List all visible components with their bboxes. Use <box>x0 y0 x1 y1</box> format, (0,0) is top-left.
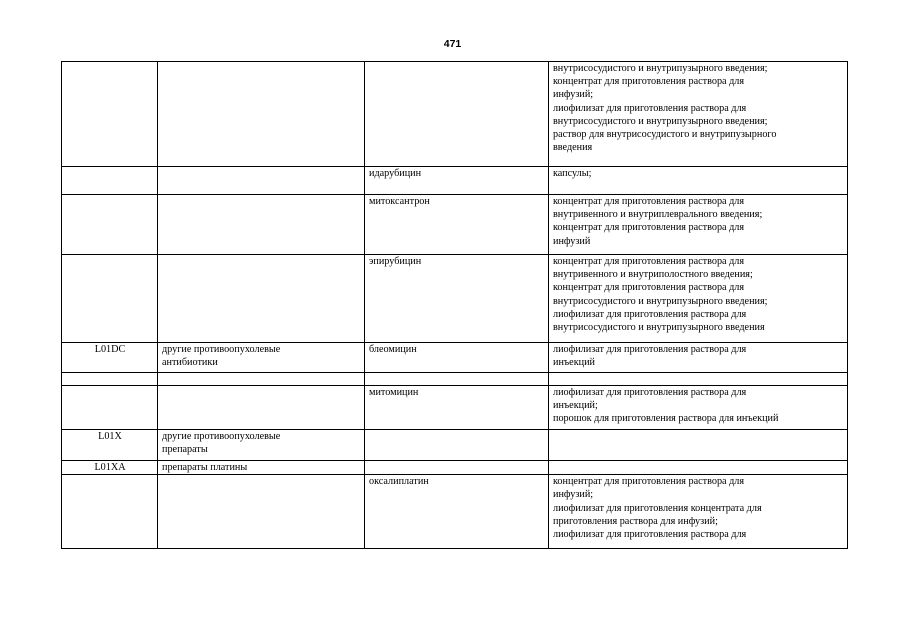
atc-code-cell <box>62 386 158 430</box>
drug-name-cell: идарубицин <box>365 167 549 195</box>
drug-name-cell <box>365 373 549 386</box>
atc-code-cell <box>62 167 158 195</box>
dosage-forms-cell <box>549 430 848 461</box>
drug-name-cell <box>365 461 549 475</box>
atc-code-cell: L01X <box>62 430 158 461</box>
table-row <box>62 373 848 386</box>
group-name-cell <box>158 475 365 549</box>
table-row <box>62 167 848 195</box>
drug-name-cell: митоксантрон <box>365 195 549 255</box>
dosage-forms-cell <box>549 461 848 475</box>
group-name-cell: другие противоопухолевые препараты <box>158 430 365 461</box>
atc-code-cell <box>62 62 158 167</box>
drug-name-cell: митомицин <box>365 386 549 430</box>
dosage-forms-cell: внутрисосудистого и внутрипузырного введения; концентрат для приготовления раствора для инфузий; лиофилизат для приготовления раствора для внутрисосудистого и внутрипузырного введения; раствор для внутрисосудистого и внутрипузырного введения <box>549 62 848 167</box>
atc-code-cell: L01DC <box>62 343 158 373</box>
atc-code-cell <box>62 373 158 386</box>
drug-name-cell <box>365 430 549 461</box>
group-name-cell: препараты платины <box>158 461 365 475</box>
atc-code-cell: L01XA <box>62 461 158 475</box>
dosage-forms-cell: концентрат для приготовления раствора для внутривенного и внутриплеврального введения; концентрат для приготовления раствора для инфузий <box>549 195 848 255</box>
drug-name-cell: оксалиплатин <box>365 475 549 549</box>
table-row <box>62 343 848 373</box>
atc-code-cell <box>62 475 158 549</box>
drug-name-cell: блеомицин <box>365 343 549 373</box>
dosage-forms-cell: капсулы; <box>549 167 848 195</box>
atc-code-cell <box>62 195 158 255</box>
dosage-forms-cell: концентрат для приготовления раствора для внутривенного и внутриполостного введения; концентрат для приготовления раствора для внутрисосудистого и внутрипузырного введения; лиофилизат для приготовления раствора для внутрисосудистого и внутрипузырного введения <box>549 255 848 343</box>
drug-name-cell <box>365 62 549 167</box>
group-name-cell <box>158 195 365 255</box>
table-row <box>62 475 848 549</box>
group-name-cell <box>158 167 365 195</box>
group-name-cell: другие противоопухолевые антибиотики <box>158 343 365 373</box>
page-number: 471 <box>443 38 462 50</box>
group-name-cell <box>158 386 365 430</box>
table-row <box>62 386 848 430</box>
dosage-forms-cell: лиофилизат для приготовления раствора для инъекций; порошок для приготовления раствора для инъекций <box>549 386 848 430</box>
table-row <box>62 195 848 255</box>
drug-table <box>61 61 848 549</box>
group-name-cell <box>158 373 365 386</box>
group-name-cell <box>158 255 365 343</box>
table-row <box>62 255 848 343</box>
dosage-forms-cell: лиофилизат для приготовления раствора для инъекций <box>549 343 848 373</box>
table-row <box>62 62 848 167</box>
table-row <box>62 461 848 475</box>
drug-name-cell: эпирубицин <box>365 255 549 343</box>
atc-code-cell <box>62 255 158 343</box>
dosage-forms-cell: концентрат для приготовления раствора для инфузий; лиофилизат для приготовления концентрата для приготовления раствора для инфузий; лиофилизат для приготовления раствора для <box>549 475 848 549</box>
table-row <box>62 430 848 461</box>
dosage-forms-cell <box>549 373 848 386</box>
group-name-cell <box>158 62 365 167</box>
